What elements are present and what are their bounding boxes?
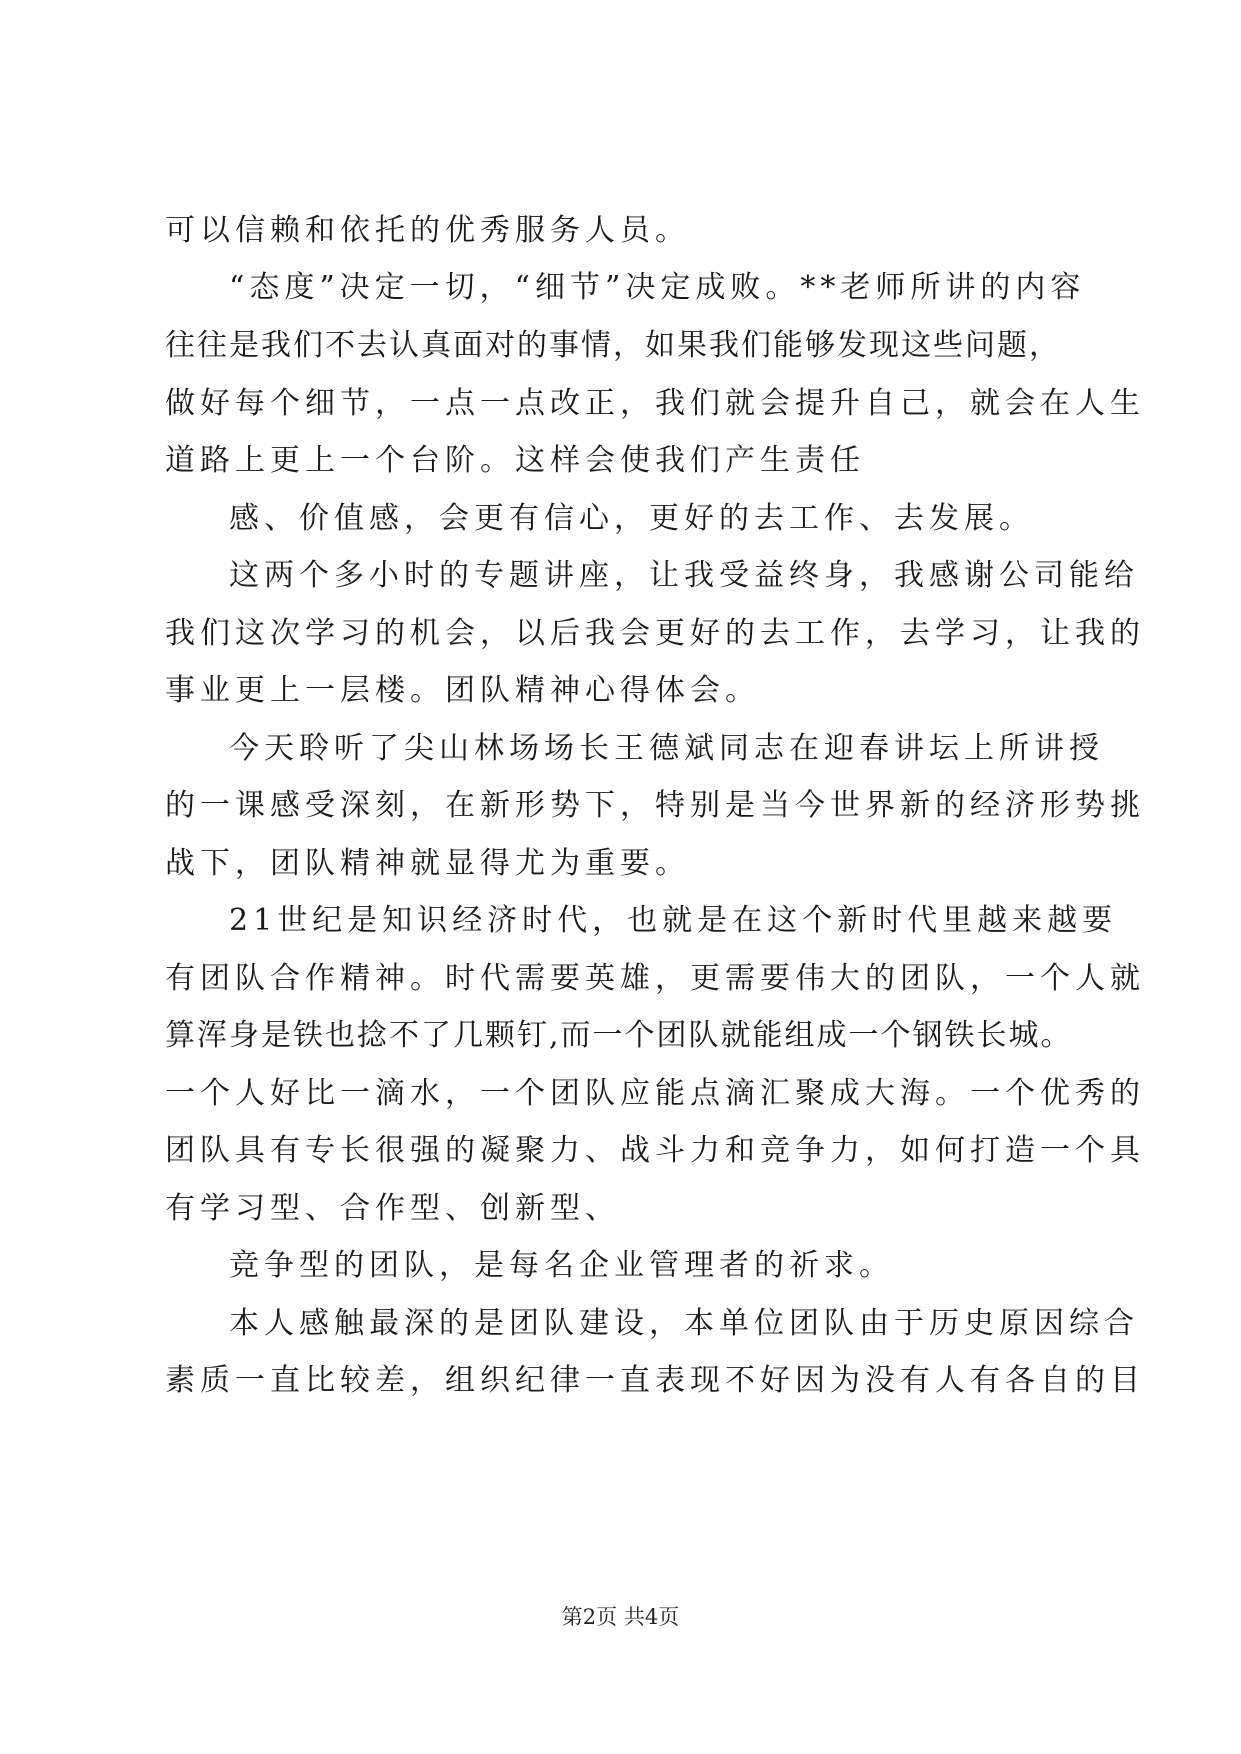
text-line: 战下，团队精神就显得尤为重要。 (165, 846, 690, 881)
text-line: 可以信赖和依托的优秀服务人员。 (165, 213, 690, 248)
text-line: 的一课感受深刻，在新形势下，特别是当今世界新的经济形势挑 (165, 788, 1145, 823)
text-line: 素质一直比较差，组织纪律一直表现不好因为没有人有各自的目 (165, 1363, 1145, 1398)
text-line: 竞争型的团队，是每名企业管理者的祈求。 (229, 1248, 894, 1283)
text-line: 21世纪是知识经济时代，也就是在这个新时代里越来越要 (229, 903, 1118, 938)
text-line: 本人感触最深的是团队建设，本单位团队由于历史原因综合 (229, 1306, 1139, 1341)
text-line: 往往是我们不去认真面对的事情，如果我们能够发现这些问题， (165, 328, 1061, 363)
text-line: 事业更上一层楼。团队精神心得体会。 (165, 673, 760, 708)
text-line: 算浑身是铁也捻不了几颗钉,而一个团队就能组成一个钢铁长城。 (165, 1018, 1073, 1053)
text-line: 道路上更上一个台阶。这样会使我们产生责任 (165, 443, 865, 478)
text-line: 一个人好比一滴水，一个团队应能点滴汇聚成大海。一个优秀的 (165, 1076, 1145, 1111)
text-line: 有学习型、合作型、创新型、 (165, 1191, 620, 1226)
text-line: 有团队合作精神。时代需要英雄，更需要伟大的团队，一个人就 (165, 961, 1145, 996)
text-line: 团队具有专长很强的凝聚力、战斗力和竞争力，如何打造一个具 (165, 1133, 1145, 1168)
text-line: 今天聆听了尖山林场场长王德斌同志在迎春讲坛上所讲授 (229, 731, 1104, 766)
page-footer: 第2页 共4页 (561, 1605, 680, 1629)
text-line: 做好每个细节，一点一点改正，我们就会提升自己，就会在人生 (165, 386, 1145, 421)
text-line: “态度”决定一切，“细节”决定成败。**老师所讲的内容 (229, 270, 1086, 305)
text-line: 感、价值感，会更有信心，更好的去工作、去发展。 (229, 501, 1034, 536)
text-line: 这两个多小时的专题讲座，让我受益终身，我感谢公司能给 (229, 558, 1139, 593)
text-line: 我们这次学习的机会，以后我会更好的去工作，去学习，让我的 (165, 616, 1145, 651)
